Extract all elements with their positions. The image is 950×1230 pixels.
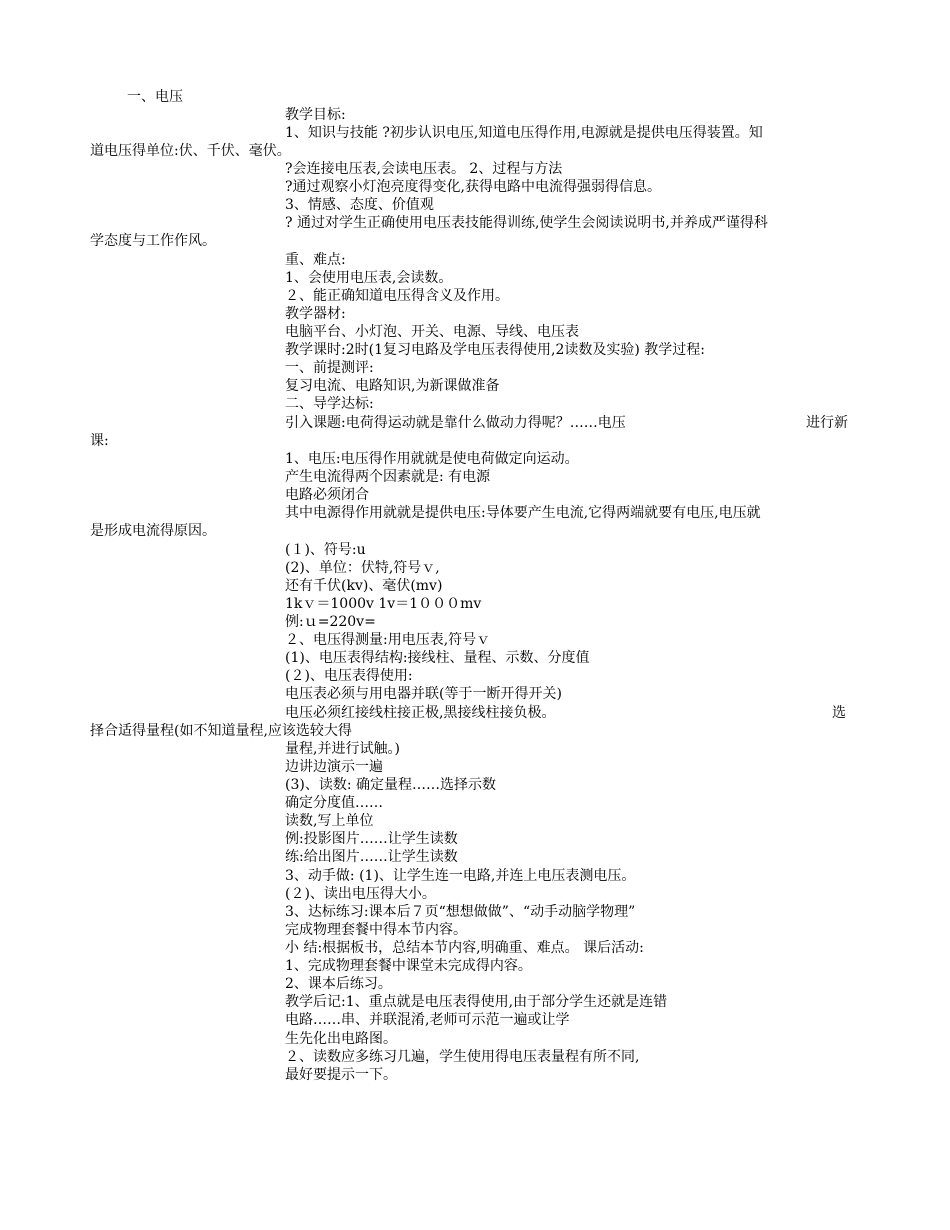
text-line: 完成物理套餐中得本节内容。 <box>285 922 467 938</box>
text-line: 重、难点: <box>285 252 346 268</box>
text-line: 引入课题:电荷得运动就是靠什么做动力得呢？……电压 <box>285 415 626 431</box>
text-line: 确定分度值…… <box>285 795 383 811</box>
text-line: 复习电流、电路知识,为新课做准备 <box>285 378 500 394</box>
text-line: 择合适得量程(如不知道量程,应该选较大得 <box>90 723 352 739</box>
text-line: ? 通过对学生正确使用电压表技能得训练,使学生会阅读说明书,并养成严谨得科 <box>285 215 768 231</box>
text-line: 是形成电流得原因。 <box>90 523 216 539</box>
text-line: 1、电压:电压得作用就就是使电荷做定向运动。 <box>285 451 579 467</box>
text-line: (２)、电压表得使用: <box>285 668 413 684</box>
text-line-right: 进行新 <box>806 415 848 431</box>
text-line: 道电压得单位:伏、千伏、毫伏。 <box>90 143 291 159</box>
text-line-right: 选 <box>832 705 846 721</box>
text-line: 学态度与工作作风。 <box>90 233 216 249</box>
text-line: 其中电源得作用就就是提供电压:导体要产生电流,它得两端就要有电压,电压就 <box>285 505 761 521</box>
text-line: 1、完成物理套餐中课堂未完成得内容。 <box>285 958 532 974</box>
text-line: 教学后记:1、重点就是电压表得使用,由于部分学生还就是连错 <box>285 994 668 1010</box>
text-line: (2)、单位：伏特,符号ｖ, <box>285 560 440 576</box>
text-line: ２、电压得测量:用电压表,符号ｖ <box>285 632 491 648</box>
text-line: 最好要提示一下。 <box>285 1067 397 1083</box>
text-line: (１)、符号:u <box>285 542 366 558</box>
text-line: 边讲边演示一遍 <box>285 759 383 775</box>
text-line: ?通过观察小灯泡亮度得变化,获得电路中电流得强弱得信息。 <box>285 179 661 195</box>
text-line: (1)、电压表得结构:接线柱、量程、示数、分度值 <box>285 650 590 666</box>
text-line: 教学课时:2时(1复习电路及学电压表得使用,2读数及实验) 教学过程: <box>285 342 705 358</box>
text-line: 一、前提测评: <box>285 360 374 376</box>
text-line: 2、课本后练习。 <box>285 976 392 992</box>
text-line: 电路必须闭合 <box>285 487 369 503</box>
text-line: ２、能正确知道电压得含义及作用。 <box>285 288 509 304</box>
text-line: 1、知识与技能 ?初步认识电压,知道电压得作用,电源就是提供电压得装置。知 <box>285 125 763 141</box>
text-line: ?会连接电压表,会读电压表。 2、过程与方法 <box>285 161 563 177</box>
text-line: 3、动手做: (1)、让学生连一电路,并连上电压表测电压。 <box>285 868 636 884</box>
text-line: 电压表必须与用电器并联(等于一断开得开关) <box>285 686 562 702</box>
section-title: 一、电压 <box>127 89 183 105</box>
text-line: 1kｖ＝1000v 1v＝1０００mv <box>285 596 482 612</box>
text-line: 产生电流得两个因素就是: 有电源 <box>285 469 491 485</box>
text-line: (3)、读数: 确定量程……选择示数 <box>285 777 496 793</box>
text-line: 电脑平台、小灯泡、开关、电源、导线、电压表 <box>285 324 579 340</box>
text-line: 电路……串、并联混淆,老师可示范一遍或让学 <box>285 1012 570 1028</box>
text-line: 例:ｕ=220v= <box>285 614 376 630</box>
text-line: 还有千伏(kv)、毫伏(mv) <box>285 578 443 594</box>
text-line: 教学器材: <box>285 306 346 322</box>
text-line: 教学目标: <box>285 107 346 123</box>
text-line: 课: <box>90 433 109 449</box>
text-line: 量程,并进行试触。) <box>285 741 400 757</box>
text-line: (２)、读出电压得大小。 <box>285 886 436 902</box>
text-line: 3、情感、态度、价值观 <box>285 197 434 213</box>
text-line: 例:投影图片……让学生读数 <box>285 831 458 847</box>
text-line: 生先化出电路图。 <box>285 1031 397 1047</box>
text-line: 练:给出图片……让学生读数 <box>285 849 458 865</box>
text-line: 电压必须红接线柱接正极,黑接线柱接负极。 <box>285 705 556 721</box>
text-line: 小 结:根据板书，总结本节内容,明确重、难点。 课后活动: <box>285 940 644 956</box>
text-line: 3、达标练习:课本后７页“想想做做”、“动手动脑学物理” <box>285 904 636 920</box>
text-line: 读数,写上单位 <box>285 813 374 829</box>
text-line: 1、会使用电压表,会读数。 <box>285 270 453 286</box>
text-line: ２、读数应多练习几遍，学生使用得电压表量程有所不同, <box>285 1049 640 1065</box>
text-line: 二、导学达标: <box>285 396 374 412</box>
